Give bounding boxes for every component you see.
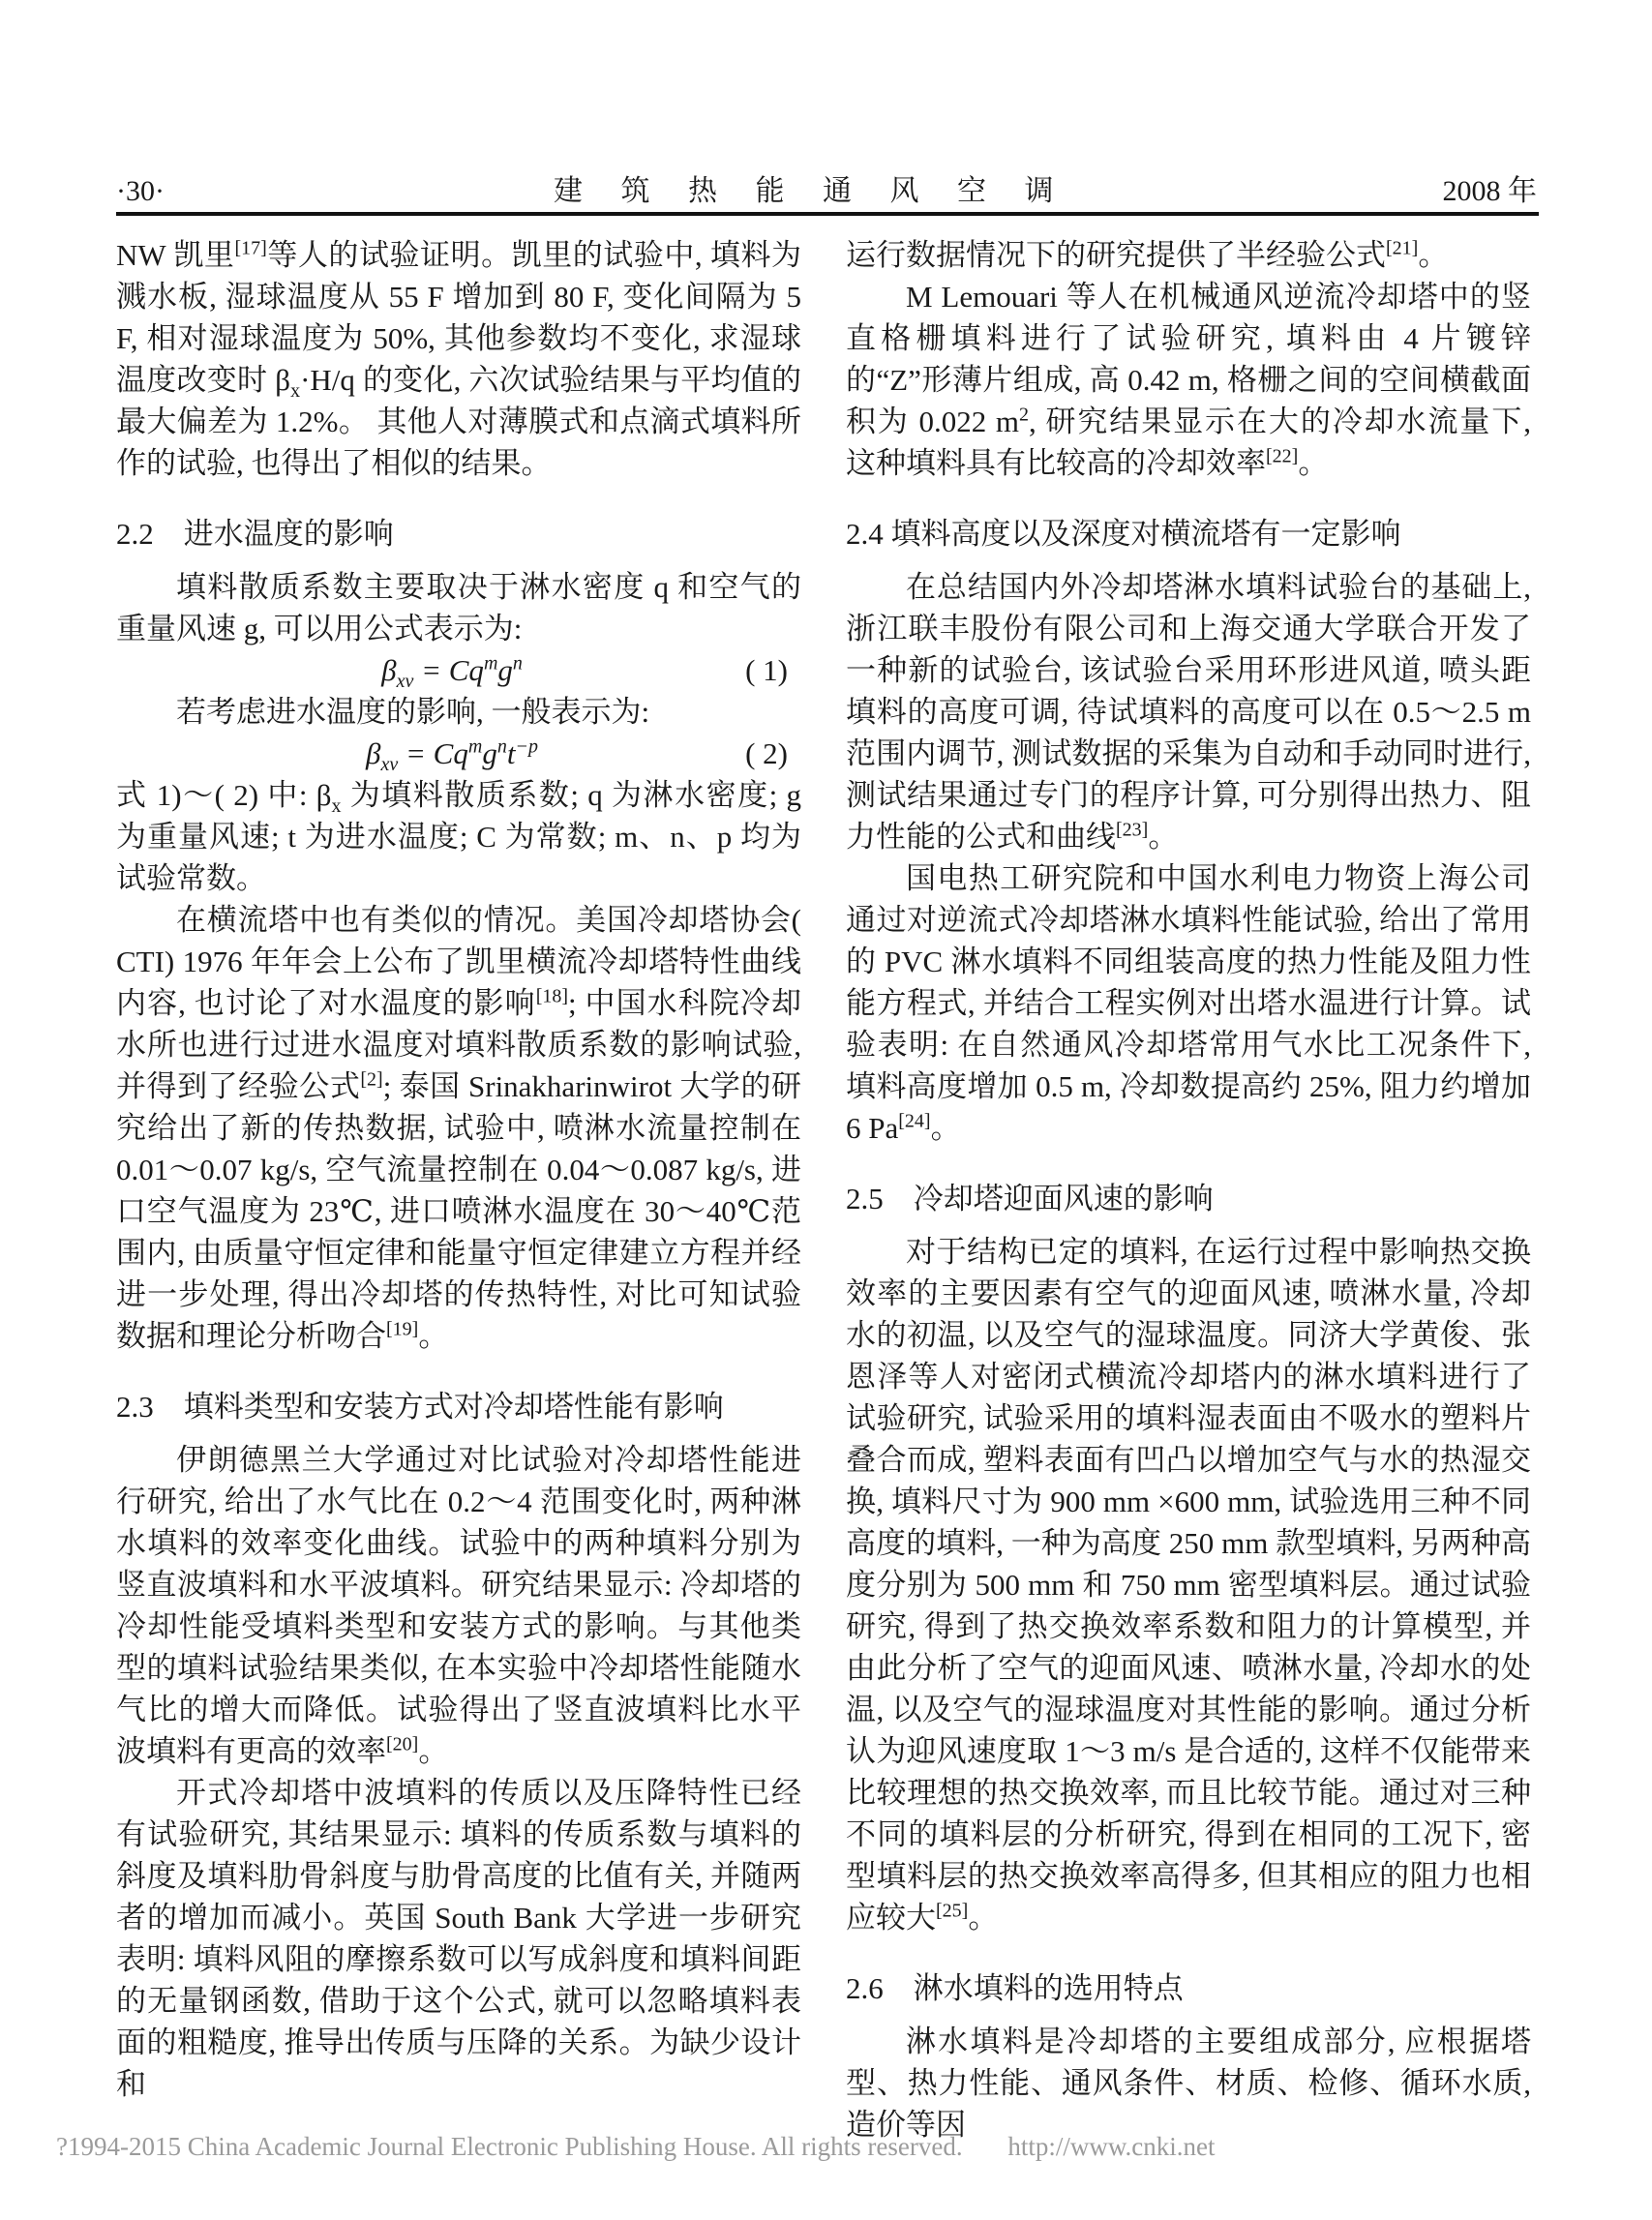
paragraph: 式 1)～( 2) 中: $\beta_x$ 为填料散质系数; q 为淋水密度; g 为重量风速; t 为进水温度; C 为常数; m、n、p 均为试验常数。 — [116, 778, 801, 895]
superscript: [19] — [386, 1318, 419, 1340]
formula-expression: $\beta_{xv} = Cq^mg^n$ — [381, 652, 523, 693]
superscript: [2] — [360, 1068, 383, 1091]
subscript: x — [331, 795, 342, 818]
subscript: xv — [396, 671, 414, 693]
header-year: 2008 年 — [1442, 175, 1537, 207]
superscript: [18] — [535, 985, 569, 1007]
section-heading: 2.3 填料类型和安装方式对冷却塔性能有影响 — [116, 1390, 724, 1424]
journal-title: 建 筑 热 能 通 风 空 调 — [553, 175, 1069, 207]
left-column — [116, 234, 801, 2145]
superscript: m — [483, 652, 498, 675]
superscript: n — [512, 652, 523, 675]
superscript: [22] — [1266, 445, 1299, 467]
subscript: x — [290, 380, 301, 403]
paragraph: NW 凯里[17]等人的试验证明。凯里的试验中, 填料为溅水板, 湿球温度从 55 F 增加到 80 F, 变化间隔为 5 F, 相对湿球温度为 50%, 其他参数均不变化, 求湿球温度改变时 $\beta_x\cdot H/q$ 的变化, 六次试验结果与平均值的最大偏差为 1.2%。 其他人对薄膜式和点滴式填料所作的试验, 也得出了相似的结果。 — [116, 237, 802, 480]
paragraph: 淋水填料是冷却塔的主要组成部分, 应根据塔型、热力性能、通风条件、材质、检修、循环水质, 造价等因 — [846, 2025, 1531, 2142]
paragraph: 若考虑进水温度的影响, 一般表示为: — [176, 695, 650, 729]
superscript: [21] — [1386, 237, 1419, 259]
superscript: 2 — [1019, 404, 1030, 426]
page-number: ·30· — [116, 175, 165, 207]
superscript: [24] — [898, 1110, 931, 1132]
paragraph: 对于结构已定的填料, 在运行过程中影响热交换效率的主要因素有空气的迎面风速, 喷淋水量, 冷却水的初温, 以及空气的湿球温度。同济大学黄俊、张恩泽等人对密闭式横流冷却塔内的淋水填料进行了试验研究, 试验采用的填料湿表面由不吸水的塑料片叠合而成, 塑料表面有凹凸以增加空气与水的热湿交换, 填料尺寸为 900 mm ×600 mm, 试验选用三种不同高度的填料, 一种为高度 250 mm 款型填料, 另两种高度分别为 500 mm 和 750 mm 密型填料层。通过试验研究, 得到了热交换效率系数和阻力的计算模型, 并由此分析了空气的迎面风速、喷淋水量, 冷却水的处温, 以及空气的湿球温度对其性能的影响。通过分析认为迎风速度取 1～3 m/s 是合适的, 这样不仅能带来比较理想的热交换效率, 而且比较节能。通过对三种不同的填料层的分析研究, 得到在相同的工况下, 密型填料层的热交换效率高得多, 但其相应的阻力也相应较大[25]。 — [846, 1235, 1531, 1935]
paragraph: 在横流塔中也有类似的情况。美国冷却塔协会( CTI) 1976 年年会上公布了凯里横流冷却塔特性曲线内容, 也讨论了对水温度的影响[18]; 中国水科院冷却水所也进行过进水温度对填料散质系数的影响试验, 并得到了经验公式[2]; 泰国 Srinakharinwirot 大学的研究给出了新的传热数据, 试验中, 喷淋水流量控制在 0.01～0.07 kg/s, 空气流量控制在 0.04～0.087 kg/s, 进口空气温度为 23℃, 进口喷淋水温度在 30～40℃范围内, 由质量守恒定律和能量守恒定律建立方程并经进一步处理, 得出冷却塔的传热特性, 对比可知试验数据和理论分析吻合[19]。 — [116, 903, 801, 1353]
paragraph: M Lemouari 等人在机械通风逆流冷却塔中的竖直格栅填料进行了试验研究, 填料由 4 片镀锌的“Z”形薄片组成, 高 0.42 m, 格栅之间的空间横截面积为 0.022 $m^2$, 研究结果显示在大的冷却水流量下, 这种填料具有比较高的冷却效率[22]。 — [846, 280, 1531, 480]
superscript: [17] — [234, 237, 267, 259]
page-header — [116, 174, 1537, 209]
paragraph: 国电热工研究院和中国水利电力物资上海公司通过对逆流式冷却塔淋水填料性能试验, 给出了常用的 PVC 淋水填料不同组装高度的热力性能及阻力性能方程式, 并结合工程实例对出塔水温进行计算。试验表明: 在自然通风冷却塔常用气水比工况条件下, 填料高度增加 0.5 m, 冷却数提高约 25%, 阻力约增加 6 Pa[24]。 — [846, 861, 1531, 1145]
subscript: xv — [380, 754, 399, 776]
paragraph: 运行数据情况下的研究提供了半经验公式[21]。 — [846, 237, 1449, 272]
superscript: n — [496, 735, 507, 758]
section-heading: 2.6 淋水填料的选用特点 — [846, 1971, 1184, 2005]
right-column — [846, 234, 1531, 2145]
header-rule — [116, 212, 1539, 216]
paragraph: 伊朗德黑兰大学通过对比试验对冷却塔性能进行研究, 给出了水气比在 0.2～4 范围变化时, 两种淋水填料的效率变化曲线。试验中的两种填料分别为竖直波填料和水平波填料。研究结果显示: 冷却塔的冷却性能受填料类型和安装方式的影响。与其他类型的填料试验结果类似, 在本实验中冷却塔性能随水气比的增大而降低。试验得出了竖直波填料比水平波填料有更高的效率[20]。 — [116, 1443, 801, 1768]
paragraph: 开式冷却塔中波填料的传质以及压降特性已经有试验研究, 其结果显示: 填料的传质系数与填料的斜度及填料肋骨斜度与肋骨高度的比值有关, 并随两者的增加而减小。英国 South Bank 大学进一步研究表明: 填料风阻的摩擦系数可以写成斜度和填料间距的无量钢函数, 借助于这个公式, 就可以忽略填料表面的粗糙度, 推导出传质与压降的关系。为缺少设计和 — [116, 1776, 801, 2101]
superscript: [20] — [386, 1733, 419, 1755]
paragraph: 在总结国内外冷却塔淋水填料试验台的基础上, 浙江联丰股份有限公司和上海交通大学联合开发了一种新的试验台, 该试验台采用环形进风道, 喷头距填料的高度可调, 待试填料的高度可以在 0.5～2.5 m 范围内调节, 测试数据的采集为自动和手动同时进行, 测试结果通过专门的程序计算, 可分别得出热力、阻力性能的公式和曲线[23]。 — [846, 570, 1531, 854]
section-heading: 2.4 填料高度以及深度对横流塔有一定影响 — [846, 517, 1401, 551]
section-heading: 2.5 冷却塔迎面风速的影响 — [846, 1182, 1214, 1215]
cnki-url: http://www.cnki.net — [1007, 2132, 1216, 2161]
formula-expression: $\beta_{xv} = Cq^mg^nt^{-p}$ — [366, 735, 538, 776]
formula — [116, 649, 801, 691]
formula-number: ( 1) — [745, 653, 788, 687]
superscript: [25] — [936, 1900, 969, 1922]
body-columns — [116, 234, 1531, 2145]
paragraph: 填料散质系数主要取决于淋水密度 q 和空气的重量风速 g, 可以用公式表示为: — [116, 570, 801, 645]
superscript: [23] — [1116, 819, 1149, 841]
formula — [116, 733, 801, 774]
formula-number: ( 2) — [745, 736, 788, 770]
watermark-footer — [56, 2131, 1605, 2162]
superscript: −p — [515, 735, 538, 758]
section-heading: 2.2 进水温度的影响 — [116, 517, 394, 551]
copyright-text: ?1994-2015 China Academic Journal Electronic Publishing House. All rights reserved. — [56, 2132, 963, 2161]
superscript: m — [467, 735, 483, 758]
